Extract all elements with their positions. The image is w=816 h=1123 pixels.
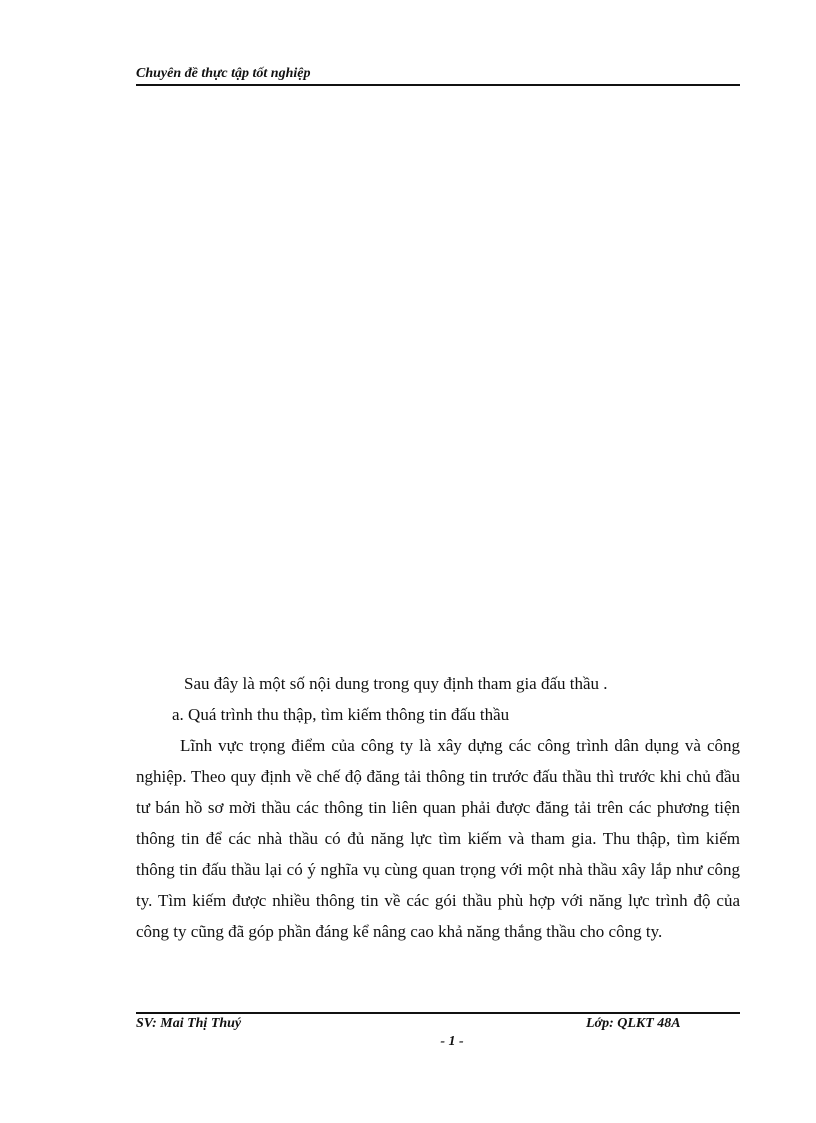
footer-student-name: SV: Mai Thị Thuý [136, 1016, 242, 1031]
section-subheading: a. Quá trình thu thập, tìm kiếm thông tin đấu thầu [172, 705, 510, 724]
header-title: Chuyên đề thực tập tốt nghiệp [136, 66, 311, 81]
intro-paragraph: Sau đây là một số nội dung trong quy định tham gia đấu thầu . [184, 674, 608, 693]
document-body [136, 668, 740, 947]
footer-divider [136, 1012, 740, 1014]
footer-class: Lớp: QLKT 48A [586, 1016, 681, 1031]
header-divider [136, 84, 740, 86]
body-paragraph: Lĩnh vực trọng điểm của công ty là xây dựng các công trình dân dụng và công nghiệp. Theo quy định về chế độ đăng tải thông tin trước đấu thầu thì trước khi chủ đầu tư bán hồ sơ mời thầu các thông tin liên quan phải được đăng tải trên các phương tiện thông tin để các nhà thầu có đủ năng lực tìm kiếm và tham gia. Thu thập, tìm kiếm thông tin đấu thầu lại có ý nghĩa vụ cùng quan trọng với một nhà thầu xây lắp như công ty. Tìm kiếm được nhiều thông tin về các gói thầu phù hợp với năng lực trình độ của công ty cũng đã góp phần đáng kể nâng cao khả năng thắng thầu cho công ty. [136, 736, 740, 941]
page-number: - 1 - [440, 1034, 464, 1049]
